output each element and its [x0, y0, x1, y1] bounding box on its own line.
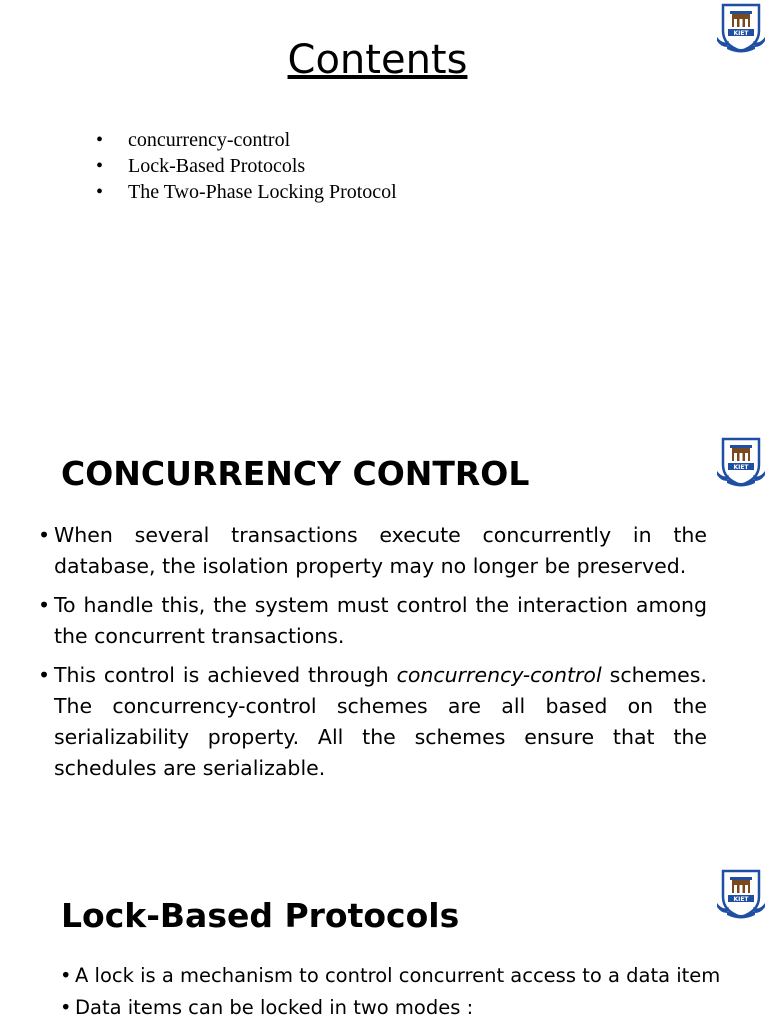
emphasized-term: concurrency-control — [396, 663, 602, 687]
slide-heading: CONCURRENCY CONTROL — [61, 454, 530, 493]
list-item: • Data items can be locked in two modes : — [60, 992, 740, 1024]
list-item: • concurrency-control — [96, 127, 397, 153]
svg-text:KIET: KIET — [733, 463, 749, 471]
list-item: • The Two-Phase Locking Protocol — [96, 179, 397, 205]
bullet-list — [38, 520, 707, 792]
list-item — [38, 660, 707, 784]
page-title: Contents — [287, 37, 468, 83]
bullet-list — [60, 960, 740, 1024]
svg-text:KIET: KIET — [733, 895, 749, 903]
college-crest-logo — [715, 435, 767, 489]
svg-text:KIET: KIET — [733, 29, 749, 37]
slide-contents — [0, 0, 768, 432]
college-crest-logo — [715, 867, 767, 921]
list-item: • Lock-Based Protocols — [96, 153, 397, 179]
list-item: • To handle this, the system must control the interaction among the concurrent transactions. — [38, 590, 707, 652]
bullet-text: This control is achieved through — [54, 663, 397, 687]
list-item: • A lock is a mechanism to control concurrent access to a data item — [60, 960, 740, 992]
list-item: • When several transactions execute concurrently in the database, the isolation property may no longer be preserved. — [38, 520, 707, 582]
slide-lock-based-protocols — [0, 864, 768, 1024]
contents-list — [96, 127, 397, 205]
slide-heading: Lock-Based Protocols — [61, 896, 460, 935]
slide-concurrency-control — [0, 432, 768, 864]
bullet-text: schemes. The concurrency-control schemes are all based on the serializability property. All the schemes ensure that the schedules are serializable. — [54, 663, 707, 780]
